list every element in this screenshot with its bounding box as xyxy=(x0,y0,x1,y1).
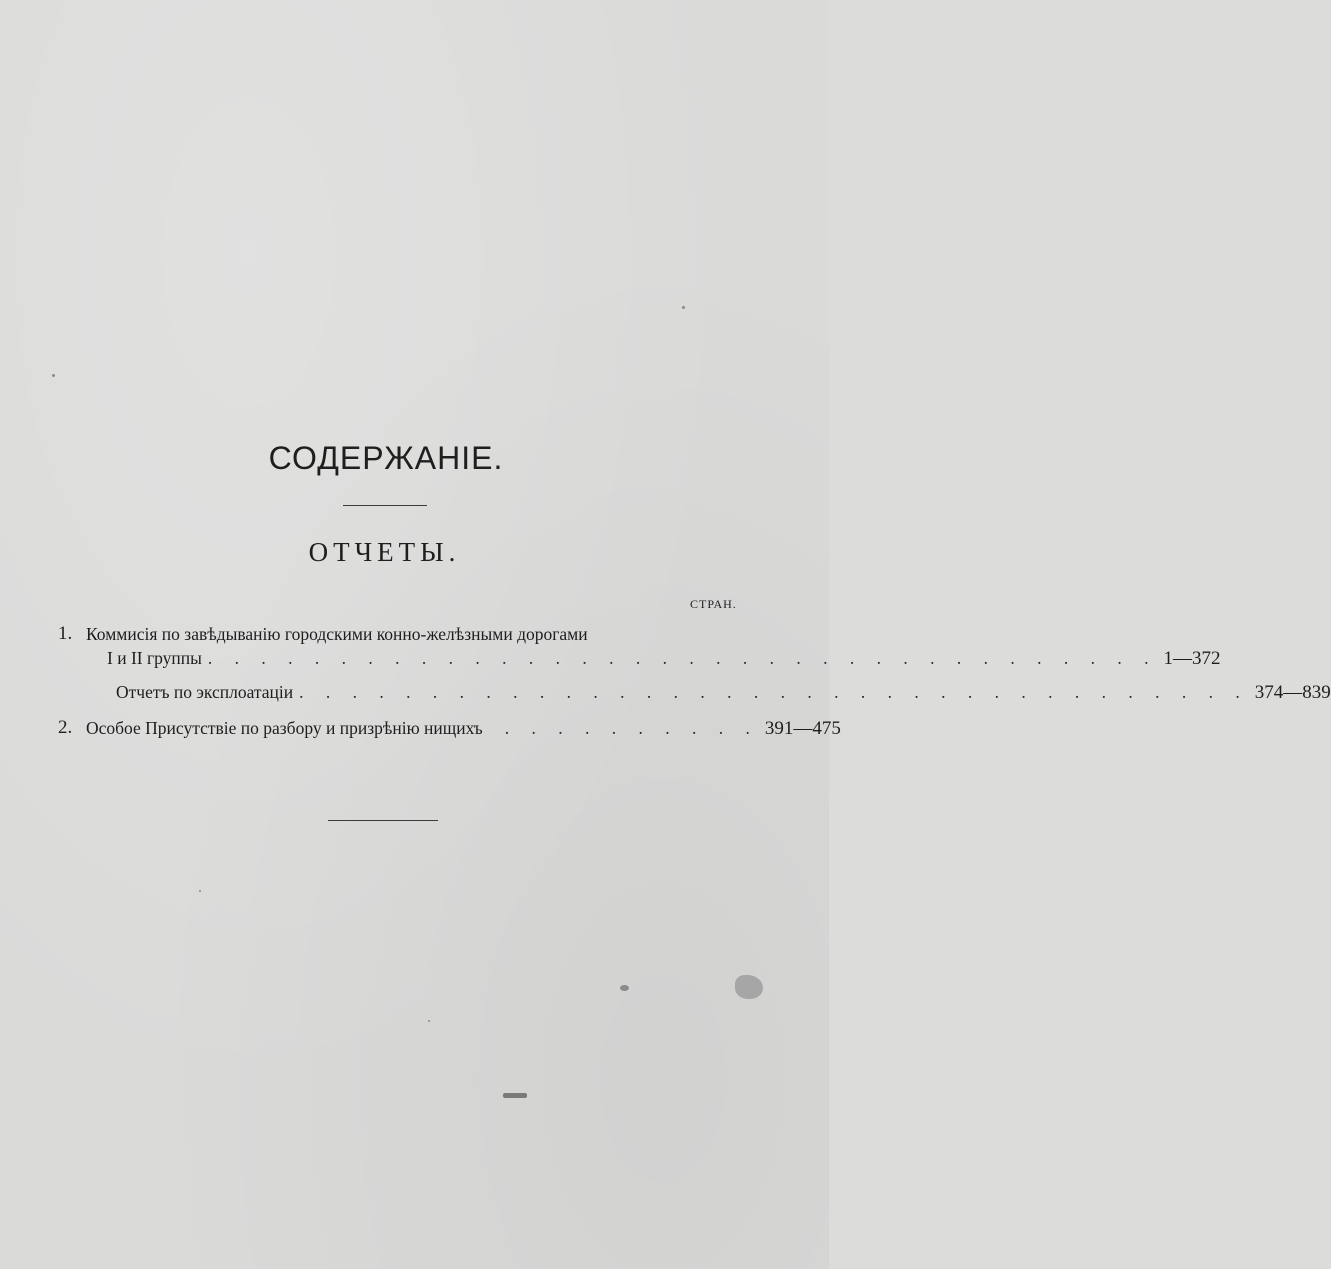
paper-speck xyxy=(503,1093,527,1098)
entry-2-leader-dots: . . . . . . . . . . xyxy=(504,718,759,738)
section-heading-reports: ОТЧЕТЫ. xyxy=(308,537,461,567)
entry-2-number: 2. xyxy=(58,717,73,738)
paper-speck xyxy=(52,374,55,377)
entry-1-title-line2: I и II группы xyxy=(107,648,202,668)
entry-2-row xyxy=(86,718,841,740)
title-underline-rule xyxy=(343,505,427,506)
entry-1b-leader-dots: . . . . . . . . . . . . . . . . . . . . . . . . . . . . . . . . . . . . xyxy=(299,682,1249,702)
paper-stain xyxy=(735,975,763,999)
entry-1-leader-dots: . . . . . . . . . . . . . . . . . . . . . . . . . . . . . . . . . . . . xyxy=(207,648,1158,668)
entry-1-title-line1: Коммисія по завѣдыванію городскими конно-желѣзными дорогами xyxy=(86,624,588,644)
pages-column-header: СТРАН. xyxy=(690,597,737,611)
entry-1b-row xyxy=(116,682,1331,704)
paper-speck xyxy=(620,985,629,991)
closing-rule xyxy=(328,820,438,821)
entry-1-number: 1. xyxy=(58,623,73,644)
entry-2-pages: 391—475 xyxy=(764,718,841,739)
paper-speck xyxy=(682,306,685,309)
contents-title: СОДЕРЖАНІЕ. xyxy=(268,440,504,476)
entry-1b-title: Отчетъ по эксплоатаціи xyxy=(116,682,294,702)
paper-speck xyxy=(199,890,201,892)
entry-1-line2-row xyxy=(107,648,1221,670)
entry-1-pages: 1—372 xyxy=(1163,648,1221,669)
paper-speck xyxy=(428,1020,430,1022)
entry-1b-pages: 374—839 xyxy=(1254,682,1331,703)
entry-2-title: Особое Присутствіе по разбору и призрѣнію нищихъ xyxy=(86,718,483,738)
